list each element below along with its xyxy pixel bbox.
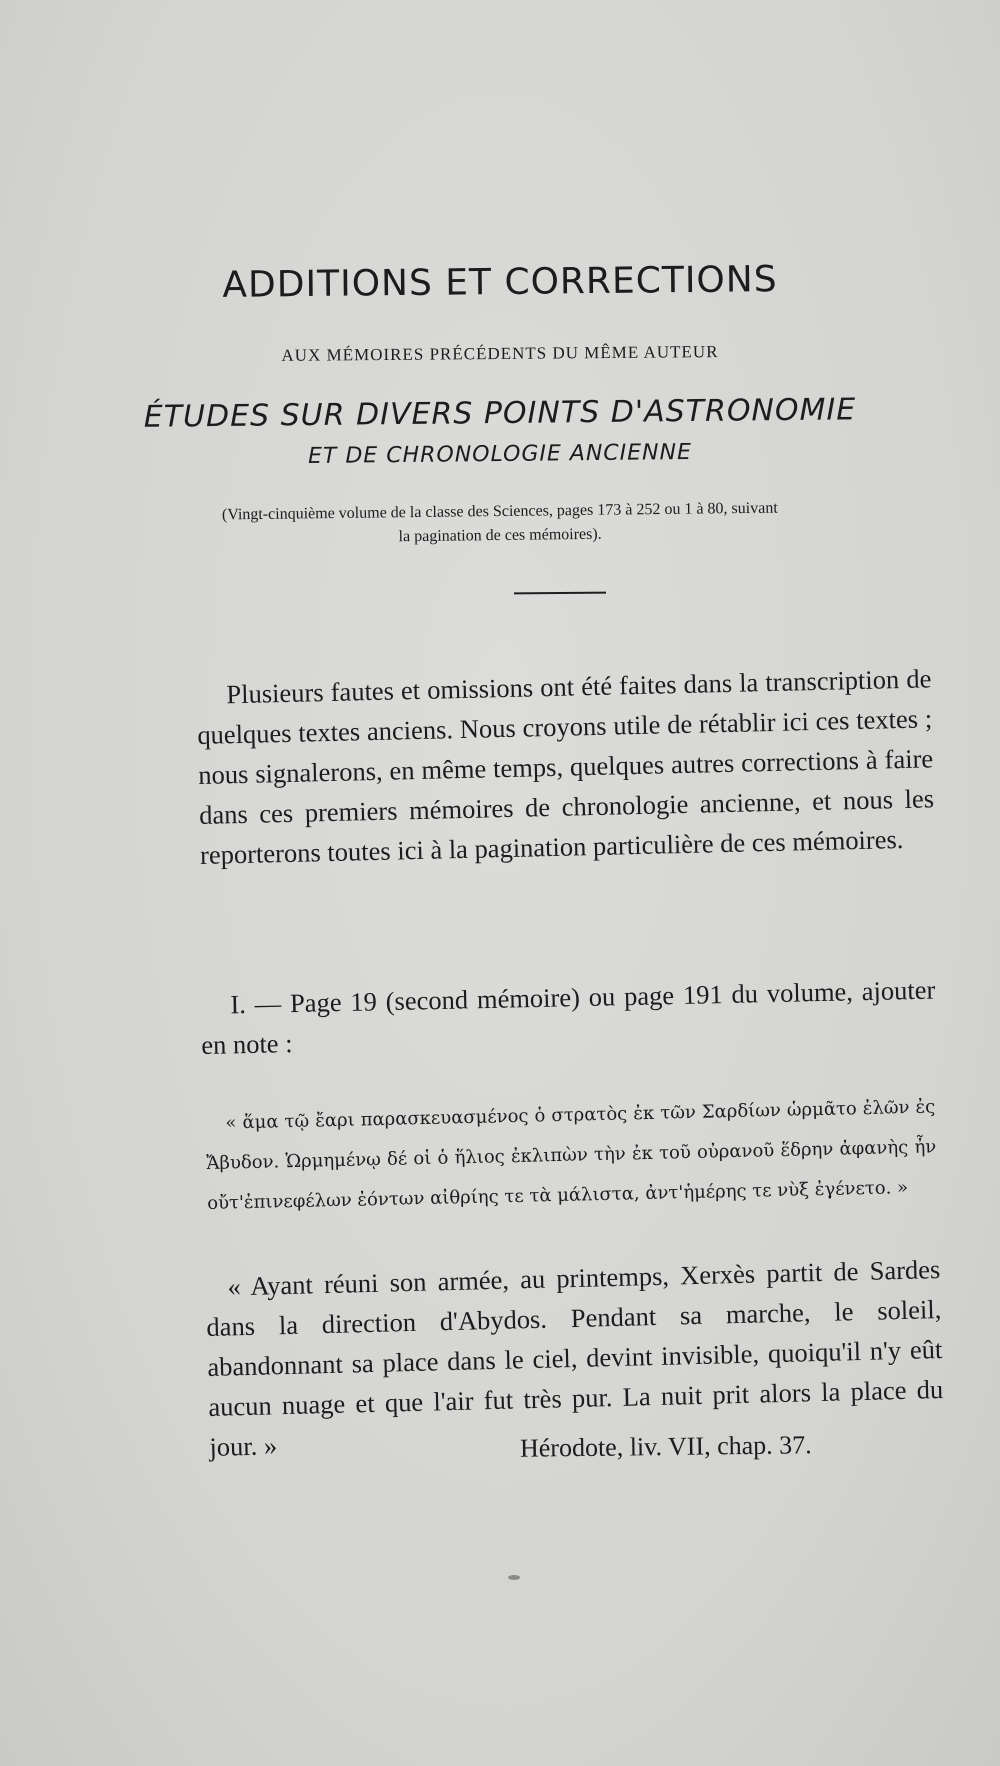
page-title: ADDITIONS ET CORRECTIONS (222, 259, 778, 306)
greek-quote: « ἅμα τῷ ἔαρι παρασκευασμένος ὁ στρατὸς ἐκ τῶν Σαρδίων ὡρμᾶτο ἐλῶν ἐς Ἄβυδον. Ὡρμημένῳ δέ οἱ ὁ ἥλιος ἐκλιπὼν τὴν ἐκ τοῦ οὐρανοῦ ἕδρην ἀφανὴς ἦν οὔτ'ἐπινεφέλων ἐόντων αἰθρίης τε τὰ μάλιστα, ἀντ'ἡμέρης τε νὺξ ἐγένετο. » (206, 1096, 937, 1214)
paper-speck (508, 1575, 520, 1580)
volume-note (0, 494, 1000, 554)
citation: Hérodote, liv. VII, chap. 37. (519, 1430, 812, 1463)
section-heading: I. — Page 19 (second mémoire) ou page 191 du volume, ajouter en note : (200, 974, 936, 1060)
volume-note-line1: (Vingt-cinquième volume de la classe des Sciences, pages 173 à 252 ou 1 à 80, suivant (221, 499, 778, 524)
section-divider (514, 592, 606, 595)
intro-paragraph: Plusieurs fautes et omissions ont été faites dans la transcription de quelques textes anciens. Nous croyons utile de rétablir ici ces textes ; nous signalerons, en même temps, quelques autres corrections à faire dans ces premiers mémoires de chronologie ancienne, et nous les reporterons toutes ici à la pagination particulière de ces mémoires. (197, 662, 935, 870)
translation-paragraph: « Ayant réuni son armée, au printemps, Xerxès partit de Sardes dans la direction d'Abydos. Pendant sa marche, le soleil, abandonnant sa place dans le ciel, devint invisible, quoiqu'il n'y eût aucun nuage et que l'air fut très pur. La nuit prit alors la place du jour. » (206, 1253, 944, 1462)
work-title-line1: ÉTUDES SUR DIVERS POINTS D'ASTRONOMIE (143, 392, 857, 435)
work-title-line2: ET DE CHRONOLOGIE ANCIENNE (307, 439, 693, 470)
page-subtitle: AUX MÉMOIRES PRÉCÉDENTS DU MÊME AUTEUR (281, 342, 719, 365)
volume-note-line2: la pagination de ces mémoires). (398, 525, 602, 546)
